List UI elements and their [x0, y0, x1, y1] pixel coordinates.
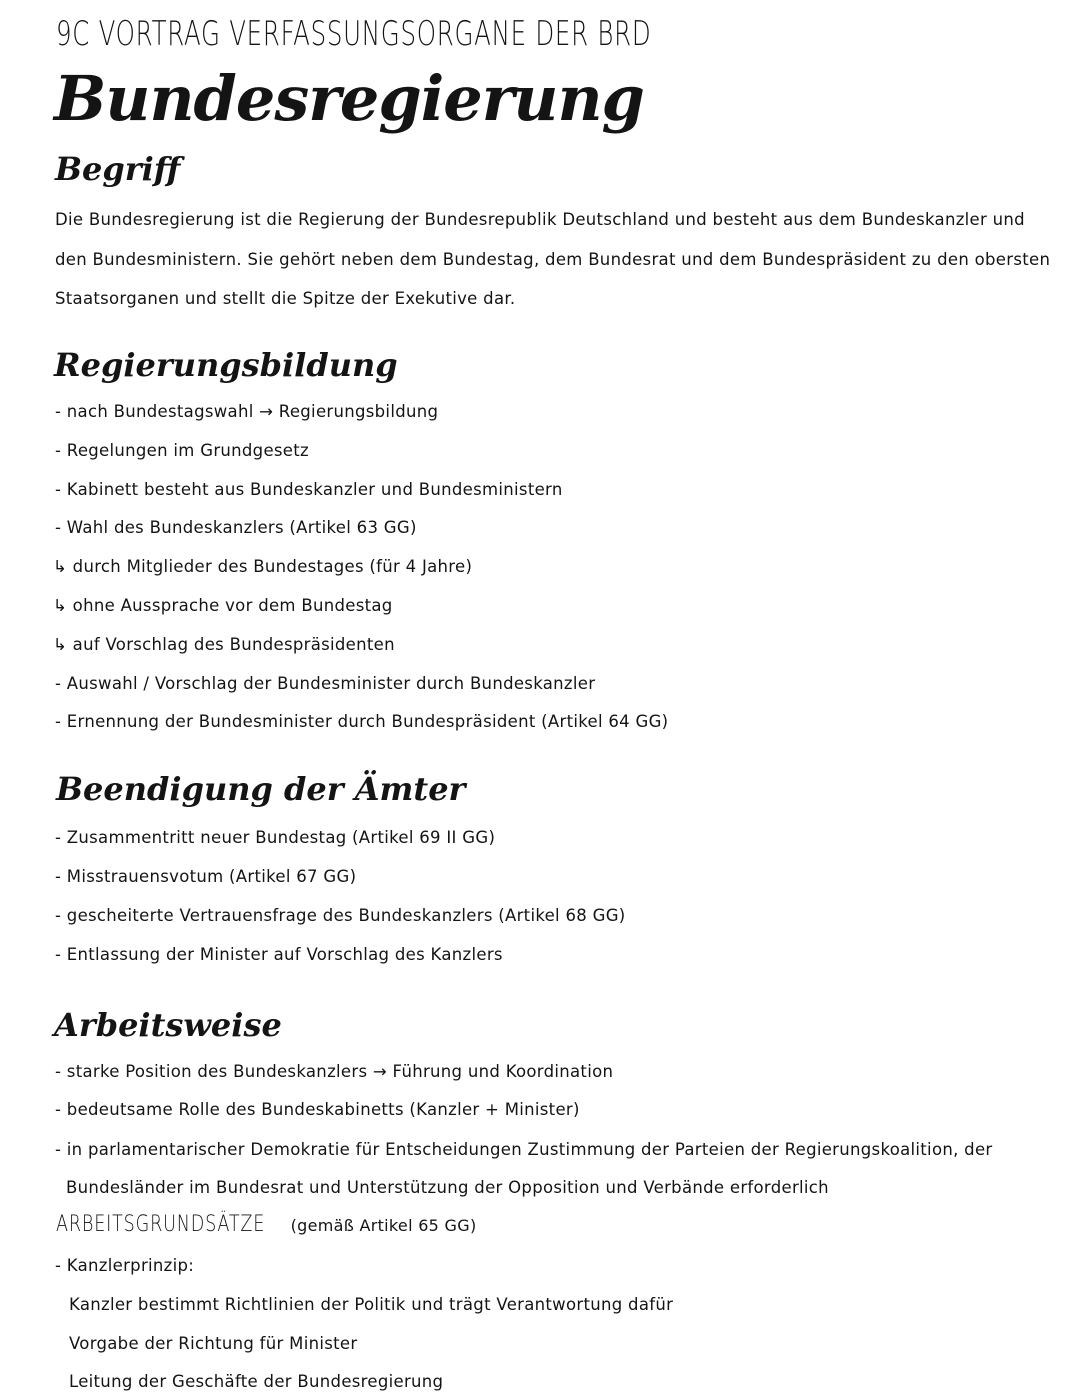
list-item: - in parlamentarischer Demokratie für Entscheidungen Zustimmung der Parteien der Regierungskoalition, der [55, 1140, 993, 1159]
heading-arbeitsweise: Arbeitsweise [54, 1006, 282, 1044]
arbeitsgrundsaetze-line [56, 1212, 477, 1237]
list-item: - Ernennung der Bundesminister durch Bundespräsident (Artikel 64 GG) [55, 712, 669, 731]
list-item: ↳ auf Vorschlag des Bundespräsidenten [53, 635, 395, 654]
list-item: - Kanzlerprinzip: [55, 1256, 195, 1275]
list-item: Bundesländer im Bundesrat und Unterstützung der Opposition und Verbände erforderlich [66, 1178, 829, 1197]
list-item: - bedeutsame Rolle des Bundeskabinetts (Kanzler + Minister) [55, 1100, 580, 1119]
list-item: - Wahl des Bundeskanzlers (Artikel 63 GG) [55, 518, 417, 537]
list-item: - Misstrauensvotum (Artikel 67 GG) [55, 867, 357, 886]
list-item: ↳ durch Mitglieder des Bundestages (für 4 Jahre) [53, 557, 473, 576]
heading-beendigung: Beendigung der Ämter [56, 770, 466, 808]
list-item: Kanzler bestimmt Richtlinien der Politik und trägt Verantwortung dafür [69, 1295, 674, 1314]
list-item: - starke Position des Bundeskanzlers → Führung und Koordination [55, 1062, 614, 1081]
list-item: - Auswahl / Vorschlag der Bundesminister durch Bundeskanzler [55, 674, 596, 693]
begriff-paragraph: Die Bundesregierung ist die Regierung der Bundesrepublik Deutschland und besteht aus dem Bundeskanzler und den Bundesministern. Sie gehört neben dem Bundestag, dem Bundesrat und dem Bundespräsident zu den obersten Staatsorganen und stellt die Spitze der Exekutive dar. [55, 210, 1051, 308]
arbeitsgrundsaetze-ref: (gemäß Artikel 65 GG) [290, 1216, 477, 1235]
list-item: - gescheiterte Vertrauensfrage des Bundeskanzlers (Artikel 68 GG) [55, 906, 626, 925]
list-item: - nach Bundestagswahl → Regierungsbildung [55, 402, 439, 421]
list-item: - Entlassung der Minister auf Vorschlag des Kanzlers [55, 945, 503, 964]
list-item: Leitung der Geschäfte der Bundesregierung [69, 1372, 444, 1391]
heading-regierungsbildung: Regierungsbildung [54, 346, 398, 384]
list-item: ↳ ohne Aussprache vor dem Bundestag [53, 596, 393, 615]
document-subtitle: 9C VORTRAG VERFASSUNGSORGANE DER BRD [56, 14, 652, 54]
document-title: Bundesregierung [54, 62, 644, 135]
list-item: - Zusammentritt neuer Bundestag (Artikel 69 II GG) [55, 828, 496, 847]
list-item: - Kabinett besteht aus Bundeskanzler und Bundesministern [55, 480, 563, 499]
list-item: Vorgabe der Richtung für Minister [69, 1334, 358, 1353]
arbeitsgrundsaetze-label: ARBEITSGRUNDSÄTZE [56, 1212, 266, 1237]
heading-begriff: Begriff [55, 150, 181, 188]
list-item: - Regelungen im Grundgesetz [55, 441, 309, 460]
